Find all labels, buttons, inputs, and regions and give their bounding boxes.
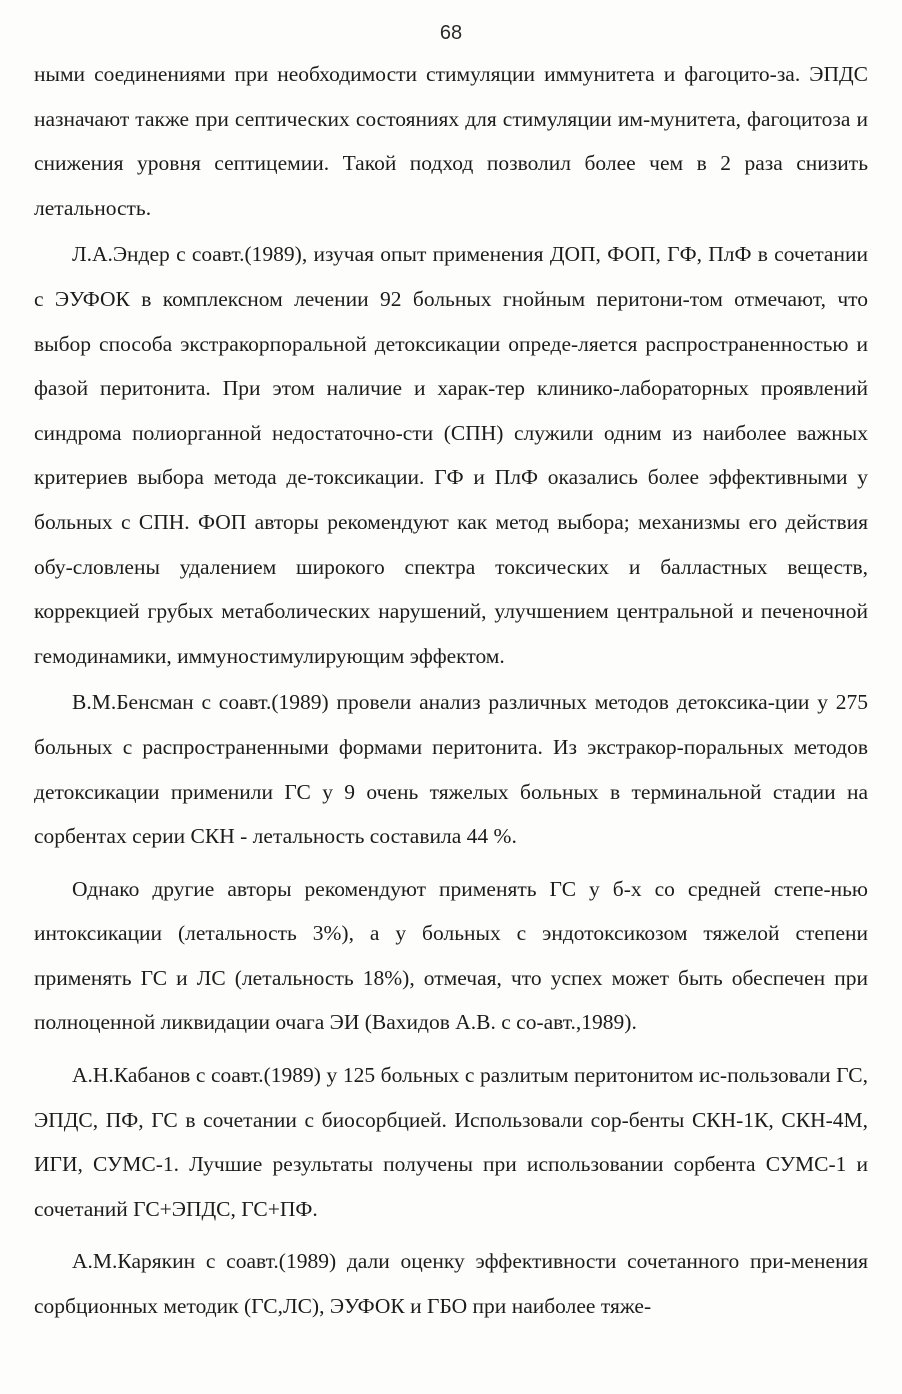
paragraph-bensman: В.М.Бенсман с соавт.(1989) провели анализ различных методов детоксика-ции у 275 больных с распространенными формами перитонита. Из экстракор-поральных методов детоксикации применили ГС у 9 очень тяжелых больных в терминальной стадии на сорбентах серии СКН - летальность составила 44 %. bbox=[34, 690, 868, 849]
paragraph-ender: Л.А.Эндер с соавт.(1989), изучая опыт применения ДОП, ФОП, ГФ, ПлФ в сочетании с ЭУФОК в комплексном лечении 92 больных гнойным перитони-том отмечают, что выбор способа экстракорпоральной детоксикации опреде-ляется распространенностью и фазой перитонита. При этом наличие и харак-тер клинико-лабораторных проявлений синдрома полиорганной недостаточно-сти (СПН) служили одним из наиболее важных критериев выбора метода де-токсикации. ГФ и ПлФ оказались более эффективными у больных с СПН. ФОП авторы рекомендуют как метод выбора; механизмы его действия обу-словлены удалением широкого спектра токсических и балластных веществ, коррекцией грубых метаболических нарушений, улучшением центральной и печеночной гемодинамики, иммуностимулирующим эффектом. bbox=[34, 242, 868, 668]
page-number: 68 bbox=[439, 22, 463, 44]
paragraph-other-authors: Однако другие авторы рекомендуют применять ГС у б-х со средней степе-нью интоксикации (летальность 3%), а у больных с эндотоксикозом тяжелой степени применять ГС и ЛС (летальность 18%), отмечая, что успех может быть обеспечен при полноценной ликвидации очага ЭИ (Вахидов А.В. с со-авт.,1989). bbox=[34, 876, 868, 1035]
body-text bbox=[34, 52, 868, 1329]
paragraph-continuation: ными соединениями при необходимости стимуляции иммунитета и фагоцито-за. ЭПДС назначают также при септических состояниях для стимуляции им-мунитета, фагоцитоза и снижения уровня септицемии. Такой подход позволил более чем в 2 раза снизить летальность. bbox=[34, 62, 868, 220]
paragraph-kabanov: А.Н.Кабанов с соавт.(1989) у 125 больных с разлитым перитонитом ис-пользовали ГС, ЭПДС, ПФ, ГС в сочетании с биосорбцией. Использовали сор-бенты СКН-1К, СКН-4М, ИГИ, СУМС-1. Лучшие результаты получены при использовании сорбента СУМС-1 и сочетаний ГС+ЭПДС, ГС+ПФ. bbox=[34, 1063, 868, 1221]
paragraph-karyakin: А.М.Карякин с соавт.(1989) дали оценку эффективности сочетанного при-менения сорбционных методик (ГС,ЛС), ЭУФОК и ГБО при наиболее тяже- bbox=[34, 1249, 868, 1319]
